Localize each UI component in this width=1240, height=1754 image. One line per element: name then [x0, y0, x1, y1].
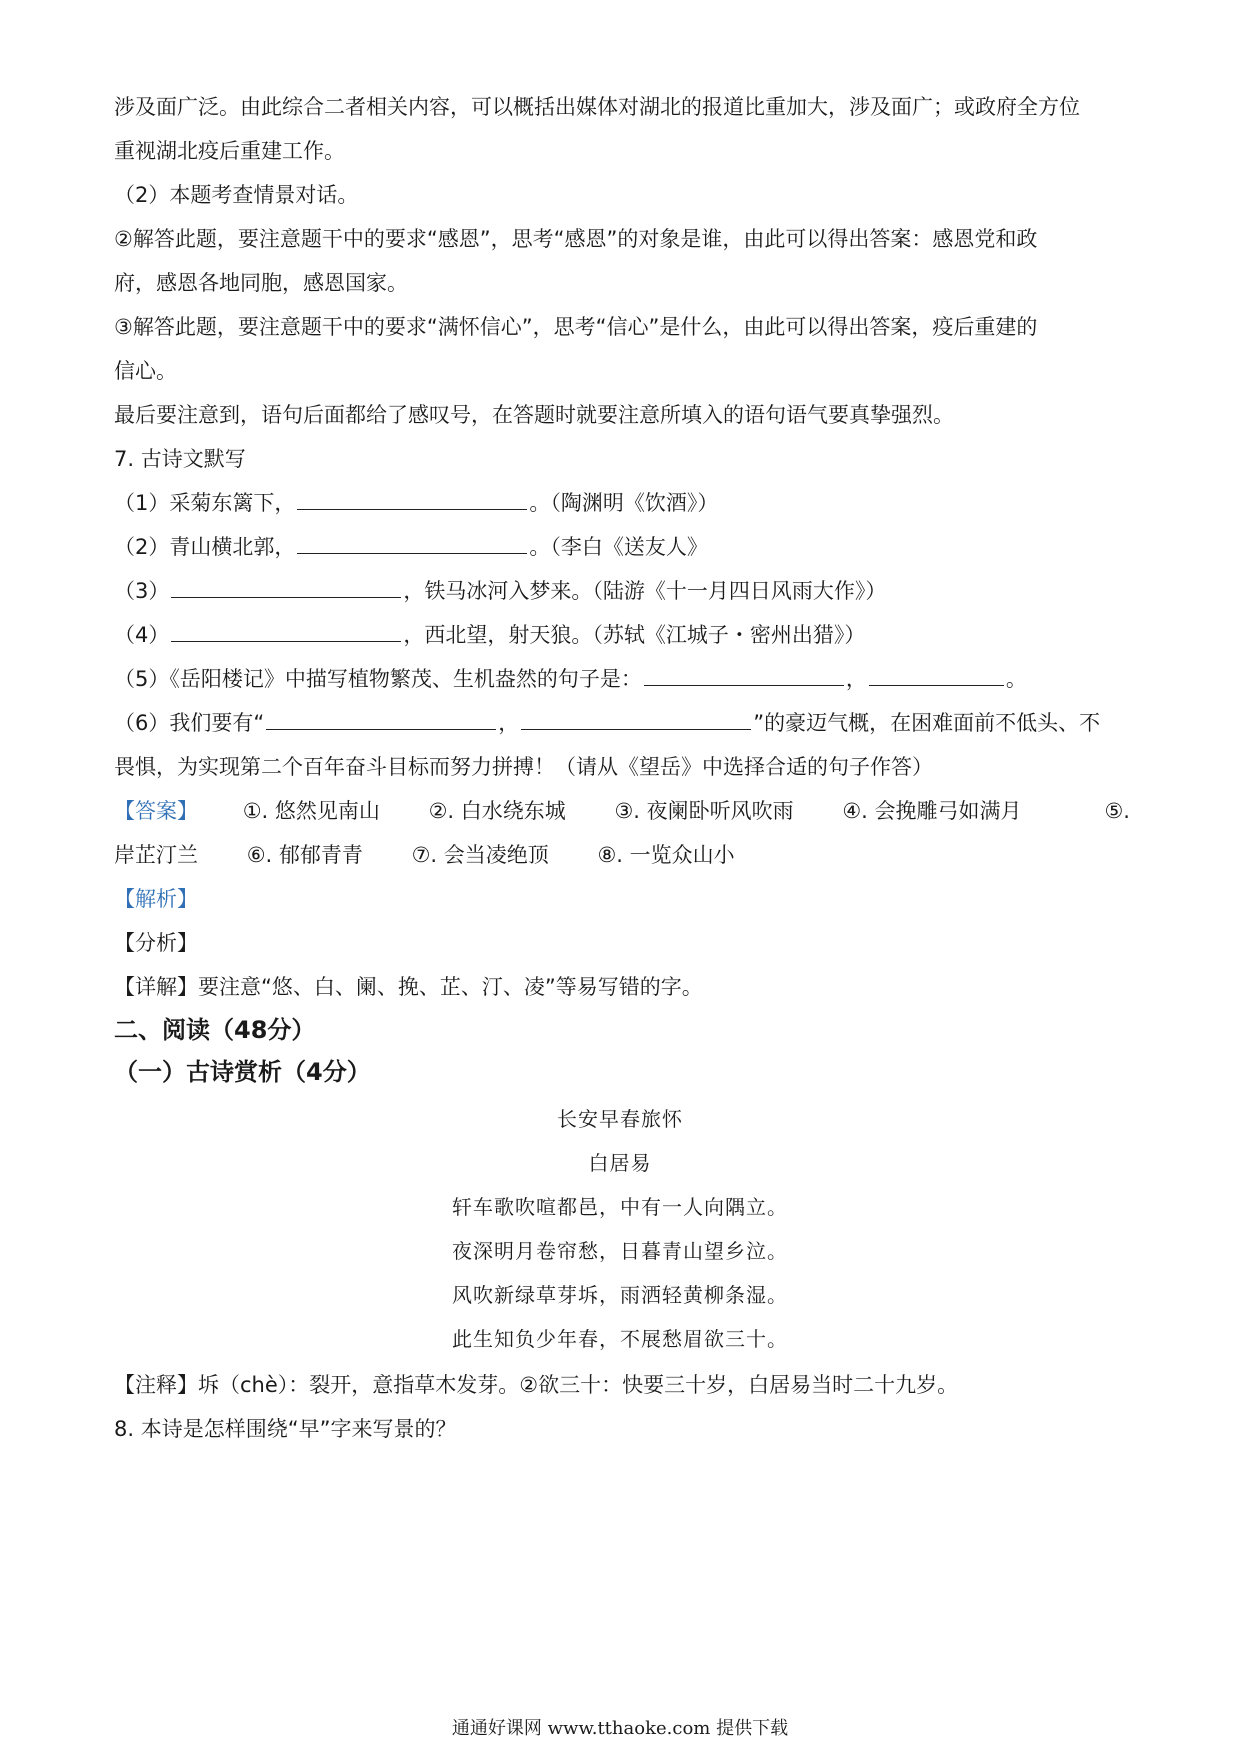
answer-item: ③. 夜阑卧听风吹雨	[614, 799, 794, 823]
fill-item-6	[114, 708, 1130, 738]
item-text: （1）采菊东篱下，	[114, 491, 296, 515]
item-text: （4）	[114, 623, 170, 647]
answer-item: ⑦. 会当凌绝顶	[411, 843, 549, 867]
item-text: 。（陶渊明《饮酒》）	[529, 491, 719, 515]
answer-blank[interactable]	[297, 489, 527, 510]
item-text: ，铁马冰河入梦来。（陆游《十一月四日风雨大作》）	[403, 579, 887, 603]
fill-item-3	[114, 576, 1130, 606]
answer-blank[interactable]	[171, 577, 401, 598]
item-text: （3）	[114, 579, 170, 603]
item-text: ，西北望，射天狼。（苏轼《江城子・密州出猎》）	[403, 623, 866, 647]
analysis-text: 涉及面广泛。由此综合二者相关内容，可以概括出媒体对湖北的报道比重加大，涉及面广；或政府全方位	[114, 95, 1080, 119]
poem-title: 长安早春旅怀	[557, 1107, 683, 1131]
poem-author: 白居易	[588, 1151, 652, 1175]
answer-item: ⑤.	[1104, 799, 1130, 823]
answer-blank[interactable]	[266, 709, 496, 730]
item-text: ，	[498, 711, 520, 735]
item-text: （6）我们要有“	[114, 711, 265, 735]
answer-item: ④. 会挽雕弓如满月	[842, 799, 1022, 823]
question-intro: （2）本题考查情景对话。	[114, 183, 359, 207]
fill-item-4	[114, 620, 1130, 650]
analysis-text: 最后要注意到，语句后面都给了感叹号，在答题时就要注意所填入的语句语气要真挚强烈。	[114, 403, 954, 427]
fill-item-6-cont: 畏惧，为实现第二个百年奋斗目标而努力拼搏！（请从《望岳》中选择合适的句子作答）	[114, 755, 933, 779]
answer-blank[interactable]	[297, 533, 527, 554]
answer-item: ①. 悠然见南山	[242, 799, 380, 823]
analysis-text: 信心。	[114, 359, 177, 383]
poem-line: 此生知负少年春，不展愁眉欲三十。	[452, 1327, 788, 1351]
fill-item-2	[114, 532, 1130, 562]
fill-item-5	[114, 664, 1130, 694]
answer-blank[interactable]	[171, 621, 401, 642]
item-text: ”的豪迈气概，在困难面前不低头、不	[753, 711, 1101, 735]
section-heading: 二、阅读（48分）	[114, 1016, 316, 1044]
poem-line: 风吹新绿草芽坼，雨洒轻黄柳条湿。	[452, 1283, 788, 1307]
item-text: 。	[1005, 667, 1027, 691]
question-8: 8. 本诗是怎样围绕“早”字来写景的？	[114, 1417, 457, 1441]
poem-line: 夜深明月卷帘愁，日暮青山望乡泣。	[452, 1239, 788, 1263]
item-text: ，	[845, 667, 867, 691]
answer-blank[interactable]	[644, 665, 844, 686]
analysis-text: ③解答此题，要注意题干中的要求“满怀信心”，思考“信心”是什么，由此可以得出答案，疫后重建的	[114, 315, 1038, 339]
answer-row-2	[114, 840, 1130, 870]
analysis-label: 【解析】	[114, 887, 198, 911]
question-title: 7. 古诗文默写	[114, 447, 246, 471]
poem-line: 轩车歌吹喧都邑，中有一人向隅立。	[452, 1195, 788, 1219]
answer-item: ⑧. 一览众山小	[597, 843, 735, 867]
answer-item: ②. 白水绕东城	[428, 799, 566, 823]
answer-item: ⑥. 郁郁青青	[246, 843, 363, 867]
footer-text: 通通好课网 www.tthaoke.com 提供下载	[451, 1718, 789, 1739]
item-text: （2）青山横北郭，	[114, 535, 296, 559]
analysis-text: 重视湖北疫后重建工作。	[114, 139, 345, 163]
poem-note: 【注释】坼（chè）：裂开，意指草木发芽。②欲三十：快要三十岁，白居易当时二十九岁。	[114, 1373, 959, 1397]
answer-blank[interactable]	[521, 709, 751, 730]
subsection-heading: （一）古诗赏析（4分）	[114, 1058, 371, 1086]
answer-label: 【答案】	[114, 799, 198, 823]
answer-row-1	[114, 796, 1130, 826]
answer-blank[interactable]	[869, 665, 1004, 686]
fenxi-label: 【分析】	[114, 931, 198, 955]
analysis-text: ②解答此题，要注意题干中的要求“感恩”，思考“感恩”的对象是谁，由此可以得出答案：感恩党和政	[114, 227, 1038, 251]
detail-text: 【详解】要注意“悠、白、阑、挽、芷、汀、凌”等易写错的字。	[114, 975, 703, 999]
item-text: （5）《岳阳楼记》中描写植物繁茂、生机盎然的句子是：	[114, 667, 642, 691]
answer-item: 岸芷汀兰	[114, 843, 198, 867]
analysis-text: 府，感恩各地同胞，感恩国家。	[114, 271, 408, 295]
fill-item-1	[114, 488, 1130, 518]
item-text: 。（李白《送友人》	[529, 535, 708, 559]
